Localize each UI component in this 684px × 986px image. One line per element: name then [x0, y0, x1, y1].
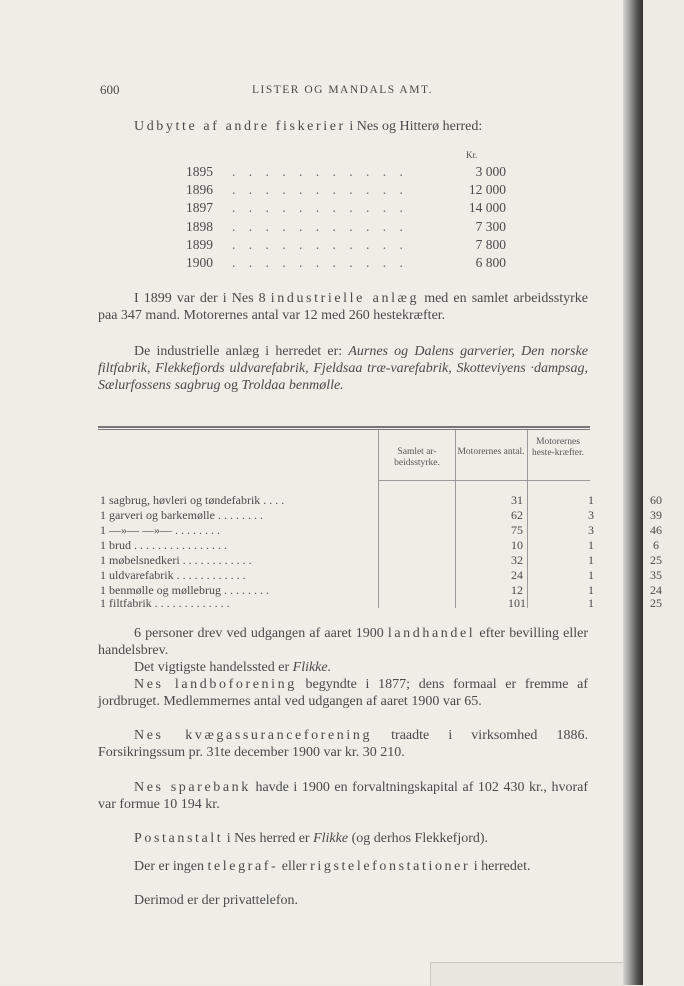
text: havde i 1900 en forvaltningskapital af 102 430 kr., hvoraf var formue 10 194 kr. [98, 780, 589, 812]
cell-horsepower: 46 [650, 523, 662, 537]
year: 1897 [186, 200, 213, 215]
column-header-motors: Motorernes antal. [457, 447, 525, 457]
paragraph-post-office [98, 830, 588, 847]
text: Derimod er der privattelefon. [134, 893, 299, 908]
paragraph-trading-place [98, 659, 588, 676]
fish-heading-spaced: Udbytte af andre fiskerier [134, 119, 346, 134]
cell-motors: 1 [588, 493, 594, 507]
fish-heading-rest: i Nes og Hitterø herred: [345, 119, 483, 134]
table-header-rule [378, 480, 590, 481]
paragraph-industry-list [98, 343, 588, 394]
fish-heading [134, 119, 482, 135]
cell-motors: 3 [588, 508, 594, 522]
leader-dots: . . . . . . . . . . . [232, 164, 408, 179]
cell-horsepower: 60 [650, 493, 662, 507]
year: 1898 [186, 219, 213, 234]
leader-dots: . . . . . . . . . . . [232, 200, 408, 215]
cell-horsepower: 39 [650, 508, 662, 522]
text: De industrielle anlæg i herredet er: [134, 344, 349, 359]
table-rule-top [98, 426, 590, 428]
paragraph-private-telephone [98, 892, 588, 909]
cell-workforce: 24 [511, 568, 523, 582]
text: traadte i virksomhed 1886. Forsikringssum pr. 31te december 1900 var kr. 30 210. [98, 728, 588, 760]
text: Det vigtigste handelssted er [134, 660, 293, 675]
italic-name: Flikke. [292, 660, 332, 675]
cell-workforce: 12 [511, 583, 523, 597]
paragraph-industry [98, 290, 588, 324]
cell-horsepower: 25 [650, 596, 662, 610]
cell-motors: 1 [588, 583, 594, 597]
value: 7 800 [475, 237, 506, 252]
spaced-term: Nes kvægassuranceforening [134, 728, 373, 743]
value: 12 000 [468, 182, 506, 197]
paragraph-telegraph [98, 858, 588, 875]
year-row [186, 237, 506, 255]
leader-dots: . . . . . . . . . . . [232, 255, 408, 270]
cell-workforce: 62 [511, 508, 523, 522]
table-row [100, 523, 662, 537]
table-row [100, 538, 659, 552]
year: 1895 [186, 164, 213, 179]
paragraph-trade [98, 625, 588, 659]
text: (og derhos Flekkefjord). [348, 831, 489, 846]
table-row [100, 493, 662, 507]
cell-horsepower: 6 [653, 538, 659, 552]
text: efter bevilling eller handelsbrev. [98, 626, 588, 658]
text: med en samlet arbeidsstyrke paa 347 mand. Motorernes antal var 12 med 260 hestekræfter. [98, 291, 588, 323]
paragraph-savings-bank [98, 779, 588, 813]
spaced-term: landhandel [387, 626, 476, 641]
value: 3 000 [475, 164, 506, 179]
text: I 1899 var der i Nes 8 [134, 291, 271, 306]
row-label: 1 garveri og barkemølle . . . . . . . . [100, 508, 263, 522]
year: 1896 [186, 182, 213, 197]
row-label: 1 uldvarefabrik . . . . . . . . . . . . [100, 568, 246, 582]
row-label: 1 filtfabrik . . . . . . . . . . . . . [100, 596, 230, 610]
italic-name: Troldaa benmølle. [241, 378, 344, 393]
spaced-term: telegraf- [207, 859, 279, 874]
text: eller [278, 859, 311, 874]
value: 6 800 [475, 255, 506, 270]
year-row [186, 255, 506, 273]
row-label: 1 brud . . . . . . . . . . . . . . . . [100, 538, 227, 552]
italic-names: Aurnes og Dalens garverier, Den norske filtfabrik, Flekkefjords uldvarefabrik, Fjeldsaa træ-varefabrik, Skotteviyens ·dampsag, Sælurfossens sagbrug [98, 344, 589, 393]
italic-name: Flikke [313, 831, 349, 846]
text: 6 personer drev ved udgangen af aaret 1900 [134, 626, 388, 641]
cell-workforce: 32 [511, 553, 523, 567]
cell-horsepower: 24 [650, 583, 662, 597]
year-row [186, 219, 506, 237]
table-row [100, 568, 662, 582]
row-label: 1 benmølle og møllebrug . . . . . . . . [100, 583, 269, 597]
year-row [186, 200, 506, 218]
row-label: 1 sagbrug, høvleri og tøndefabrik . . . . [100, 493, 285, 507]
leader-dots: . . . . . . . . . . . [232, 182, 408, 197]
cell-workforce: 75 [511, 523, 523, 537]
unit-label: Kr. [466, 150, 478, 160]
spaced-term: Nes landboforening [134, 677, 297, 692]
row-label: 1 møbelsnedkeri . . . . . . . . . . . . [100, 553, 252, 567]
year-row [186, 182, 506, 200]
cell-motors: 1 [588, 596, 594, 610]
cell-motors: 1 [588, 553, 594, 567]
cell-motors: 3 [588, 523, 594, 537]
page-corner-mark [430, 962, 624, 986]
cell-motors: 1 [588, 568, 594, 582]
row-label: 1 —»— —»— . . . . . . . . [100, 523, 220, 537]
cell-workforce: 101 [508, 596, 526, 610]
book-spine-edge [623, 0, 643, 985]
cell-workforce: 31 [511, 493, 523, 507]
text: og [220, 378, 242, 393]
table-row [100, 508, 662, 522]
text: begyndte i 1877; dens formaal er fremme af jordbruget. Medlemmernes antal ved udgangen af aaret 1900 var 65. [98, 677, 588, 709]
text: i Nes herred er [223, 831, 314, 846]
cell-horsepower: 25 [650, 553, 662, 567]
column-header-horsepower: Motorernes heste-kræfter. [532, 437, 584, 458]
text: i herredet. [470, 859, 531, 874]
spaced-term: Postanstalt [134, 831, 224, 846]
cell-horsepower: 35 [650, 568, 662, 582]
year: 1900 [186, 255, 213, 270]
table-row [100, 583, 662, 597]
table-rule-top-2 [98, 429, 590, 430]
cell-motors: 1 [588, 538, 594, 552]
year-row [186, 164, 506, 182]
value: 14 000 [468, 200, 506, 215]
text: Der er ingen [134, 859, 208, 874]
cell-workforce: 10 [511, 538, 523, 552]
table-row [100, 596, 662, 610]
page-number: 600 [100, 82, 120, 97]
paragraph-farmers-association [98, 676, 588, 710]
spaced-term: industrielle anlæg [270, 291, 420, 306]
year: 1899 [186, 237, 213, 252]
column-header-workforce: Samlet ar-beidsstyrke. [394, 447, 440, 468]
paragraph-cattle-insurance [98, 727, 588, 761]
spaced-term: Nes sparebank [134, 780, 251, 795]
running-title: LISTER OG MANDALS AMT. [252, 84, 434, 96]
value: 7 300 [475, 219, 506, 234]
spaced-term: rigstelefonstationer [310, 859, 471, 874]
leader-dots: . . . . . . . . . . . [232, 237, 408, 252]
leader-dots: . . . . . . . . . . . [232, 219, 408, 234]
table-row [100, 553, 662, 567]
